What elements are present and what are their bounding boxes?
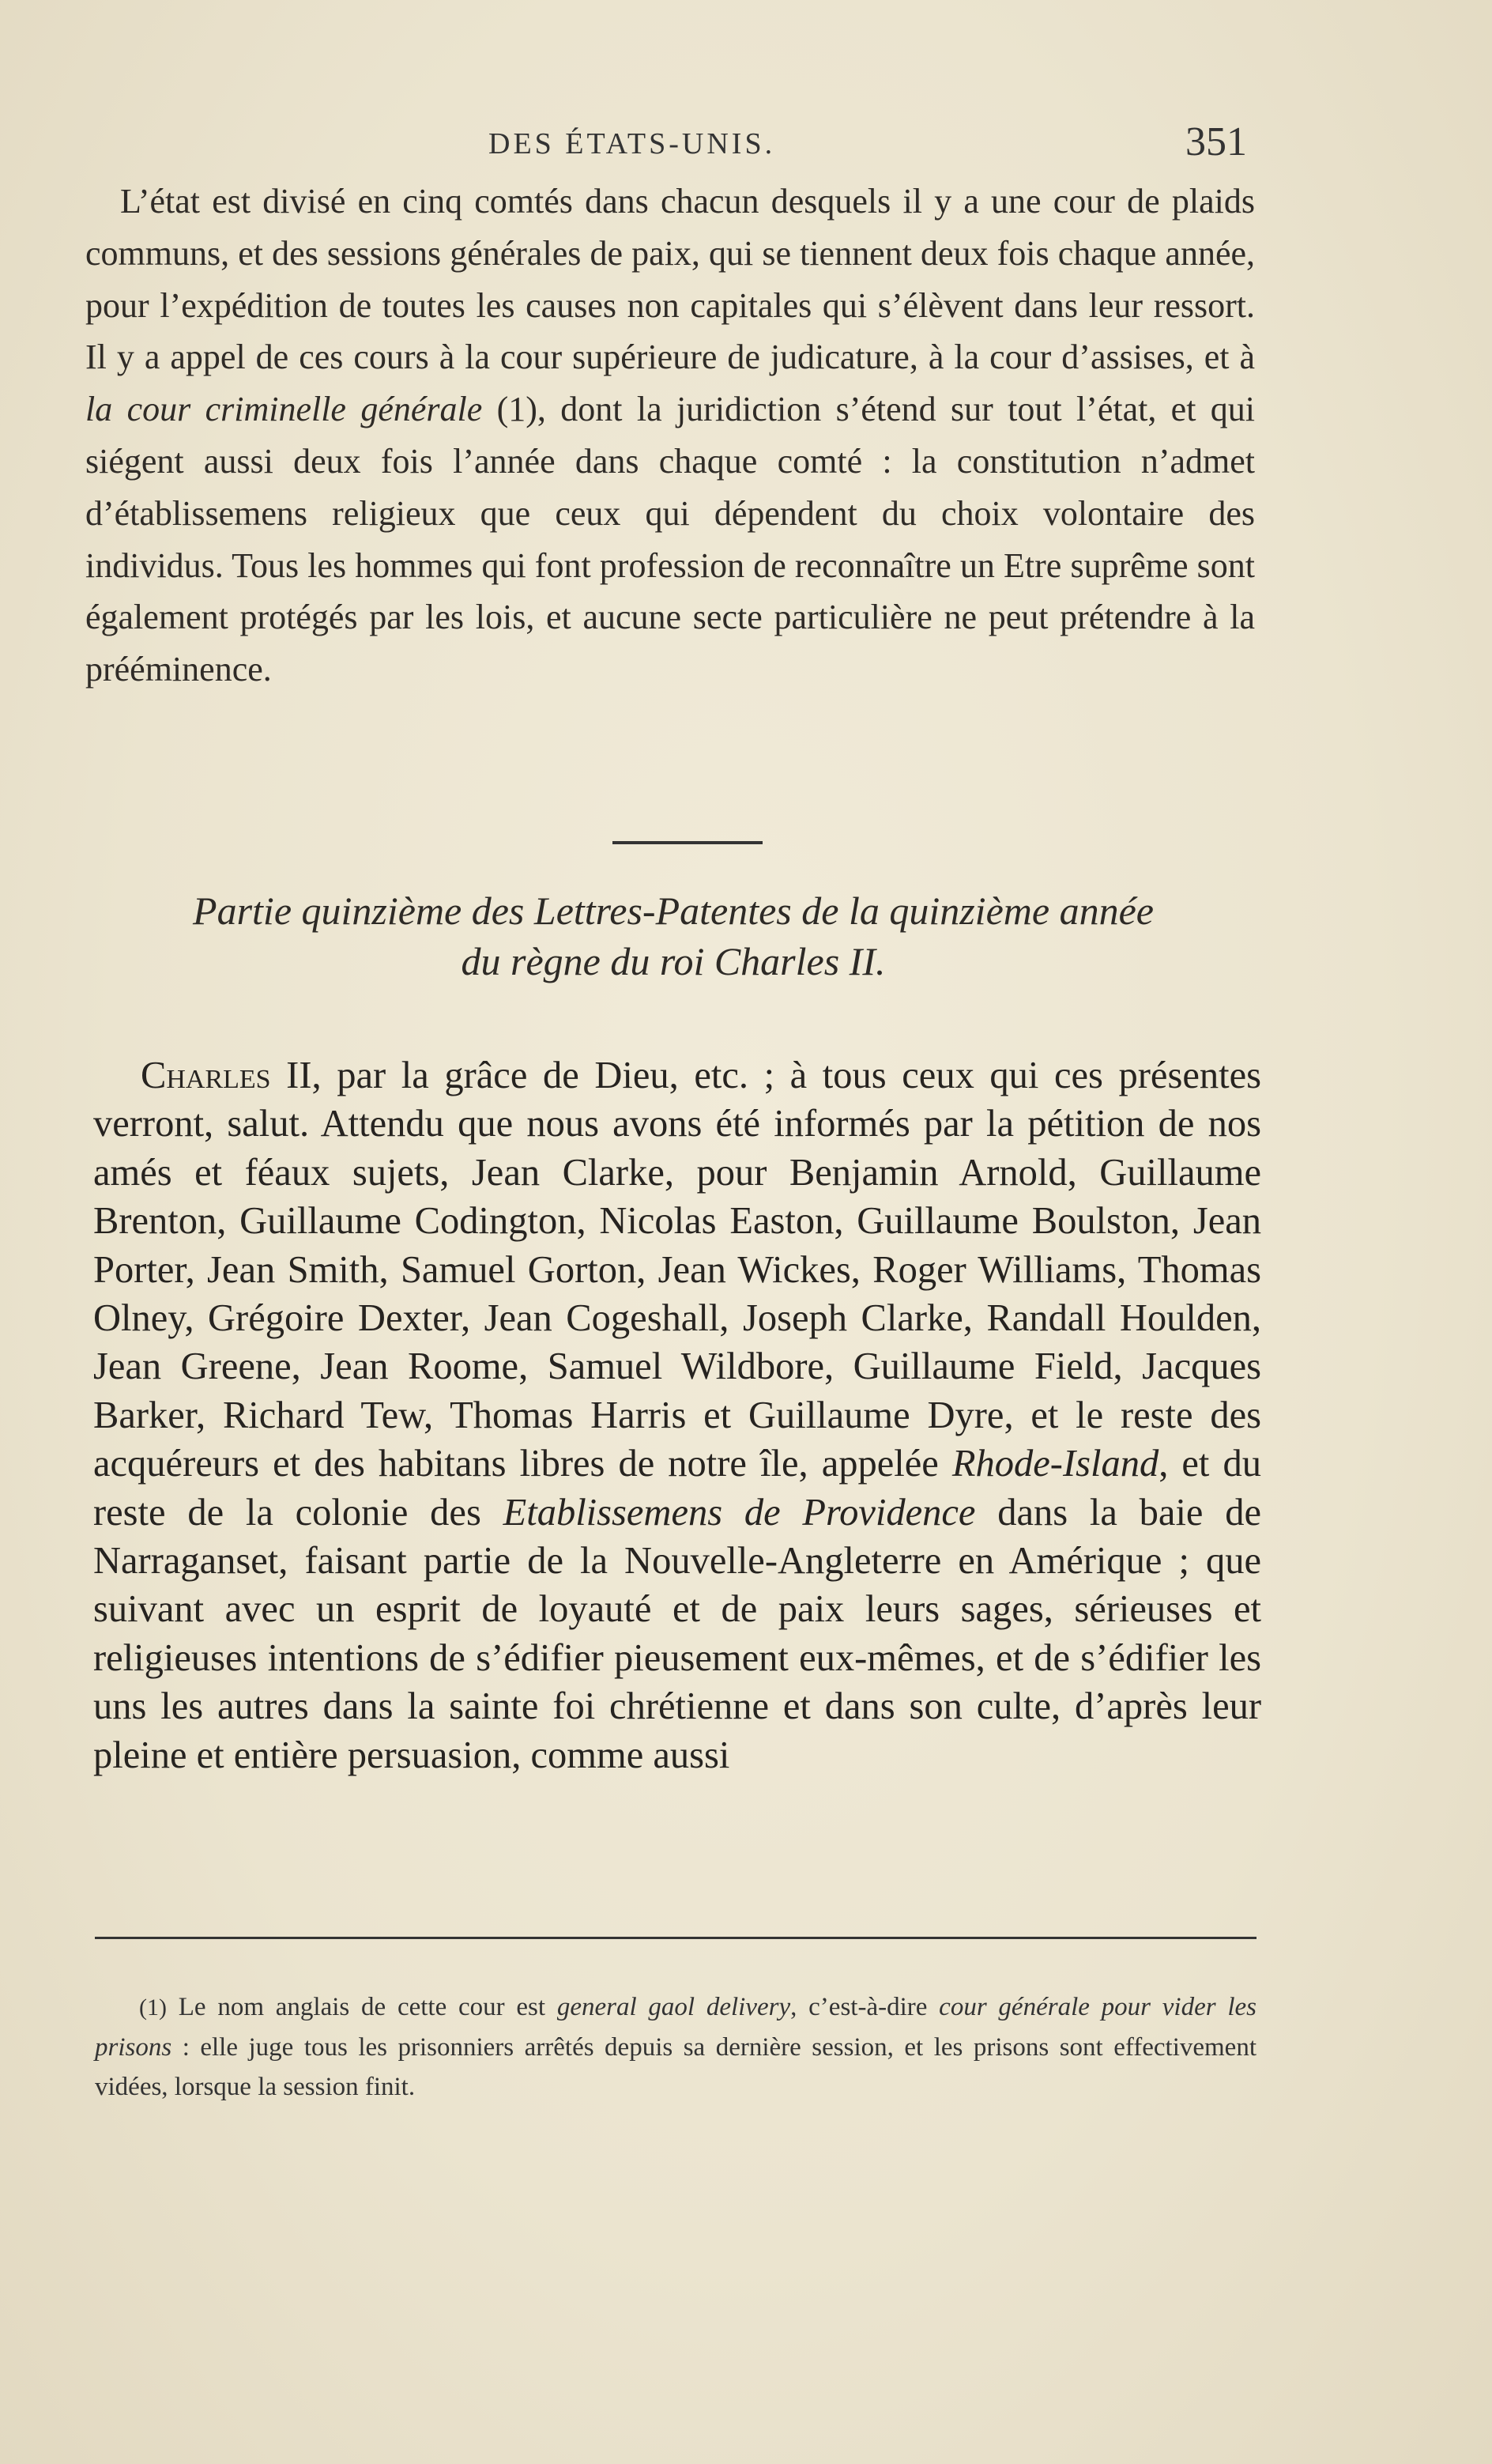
- section-title: [89, 885, 1258, 987]
- charter-text-1: , par la grâce de Dieu, etc. ; à tous ceux qui ces présentes verront, salut. Attendu que nous avons été informés par la pétition de nos amés et féaux sujets, Jean Clarke, pour Benjamin Arnold, Guillaume Brenton, Guillaume Codington, Nicolas Easton, Guillaume Boulston, Jean Porter, Jean Smith, Samuel Gorton, Jean Wickes, Roger Williams, Thomas Olney, Grégoire Dexter, Jean Cogeshall, Joseph Clarke, Randall Houlden, Jean Greene, Jean Roome, Samuel Wildbore, Guillaume Field, Jacques Barker, Richard Tew, Thomas Harris et Guillaume Dyre, et le reste des acquéreurs et des habitans libres de notre île, appelée: [93, 1055, 1261, 1485]
- page-number: 351: [1185, 119, 1247, 164]
- footnote-mark: (1): [139, 1994, 167, 2021]
- paragraph-text-1: L’état est divisé en cinq comtés dans chacun desquels il y a une cour de plaids communs, et des sessions générales de paix, qui se tiennent deux fois chaque année, pour l’expédition de toutes les causes non capitales qui s’élèvent dans leur ressort. Il y a appel de ces cours à la cour supérieure de judicature, à la cour d’assises, et à: [85, 182, 1255, 377]
- charter-paragraph: [93, 1051, 1261, 1779]
- section-divider-rule: [612, 841, 763, 844]
- french-term-italic: cour générale pour vider les prisons: [95, 1993, 1257, 2062]
- court-name-italic: la cour criminelle générale: [85, 390, 483, 429]
- charter-lead: Charles II: [141, 1055, 312, 1096]
- footnote-separator-rule: [95, 1937, 1257, 1939]
- running-head: DES ÉTATS-UNIS.: [488, 127, 776, 160]
- paragraph-text-2: (1), dont la juridiction s’étend sur tout l’état, et qui siégent aussi deux fois l’année dans chaque comté : la constitution n’admet d’établissemens religieux que ceux qui dépendent du choix volontaire des individus. Tous les hommes qui font profession de reconnaître un Etre suprême sont également protégés par les lois, et aucune secte particulière ne peut prétendre à la prééminence.: [85, 390, 1256, 689]
- section-title-line-2: du règne du roi Charles II.: [461, 939, 886, 983]
- charter-text-3: dans la baie de Narraganset, faisant partie de la Nouvelle-Angleterre en Amérique ; que suivant avec un esprit de loyauté et de paix leurs sages, sérieuses et religieuses intentions de s’édifier pieusement eux-mêmes, et de s’édifier les uns les autres dans la sainte foi chrétienne et dans son culte, d’après leur pleine et entière persuasion, comme aussi: [93, 1491, 1261, 1776]
- footnote-text-1: Le nom anglais de cette cour est: [166, 1993, 557, 2021]
- providence-italic: Etablissemens de Providence: [503, 1491, 976, 1534]
- footnote: [95, 1987, 1257, 2107]
- charter-paragraph-text: [93, 1051, 1261, 1779]
- footnote-text-2: , c’est-à-dire: [790, 1993, 940, 2021]
- body-paragraph: [85, 175, 1255, 696]
- footnote-text: [95, 1987, 1257, 2107]
- footnote-text-3: : elle juge tous les prisonniers arrêtés depuis sa dernière session, et les prisons sont effectivement vidées, lorsque la session finit.: [95, 2033, 1257, 2101]
- section-title-line-1: Partie quinzième des Lettres-Patentes de la quinzième année: [193, 889, 1154, 933]
- english-term-italic: general gaol delivery: [556, 1993, 791, 2021]
- paragraph: [85, 175, 1255, 696]
- rhode-island-italic: Rhode-Island: [951, 1443, 1159, 1485]
- page-header: [93, 119, 1255, 174]
- charter-text-2: , et du reste de la colonie des: [93, 1443, 1261, 1534]
